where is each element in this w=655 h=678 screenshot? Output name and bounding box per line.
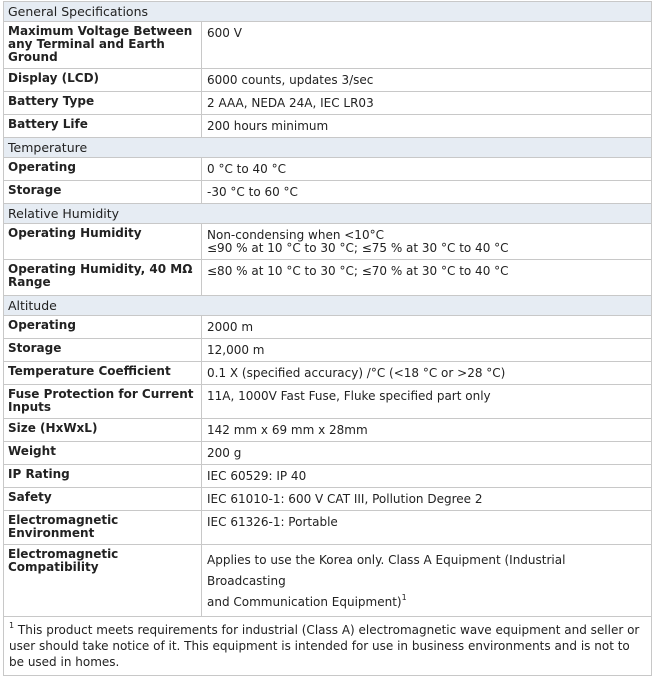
spec-value-line (207, 120, 647, 133)
spec-value (202, 260, 652, 296)
spec-value-text: 0.1 X (specified accuracy) /°C (<18 °C or >28 °C) (207, 366, 506, 380)
spec-value-text: 2000 m (207, 320, 254, 334)
spec-row (4, 339, 652, 362)
spec-value-text: 142 mm x 69 mm x 28mm (207, 423, 368, 437)
specifications-body (4, 2, 652, 617)
spec-value-line (207, 550, 647, 592)
section-title: Relative Humidity (4, 204, 202, 224)
spec-row (4, 115, 652, 138)
spec-value-text: ≤90 % at 10 °C to 30 °C; ≤75 % at 30 °C to 40 °C (207, 241, 509, 255)
spec-row (4, 545, 652, 617)
spec-row (4, 419, 652, 442)
spec-value-text: IEC 60529: IP 40 (207, 469, 307, 483)
footnote-reference: 1 (401, 593, 407, 602)
specifications-table (3, 1, 652, 617)
footnote-text: This product meets requirements for industrial (Class A) electromagnetic wave equipment and seller or user should take notice of it. This equipment is intended for use in business environments and is not to be used in homes. (9, 623, 640, 669)
spec-label: Battery Type (4, 92, 202, 115)
spec-label: Operating (4, 316, 202, 339)
spec-value-line (207, 424, 647, 437)
spec-value-text: -30 °C to 60 °C (207, 185, 298, 199)
spec-value-line (207, 265, 647, 278)
spec-value (202, 419, 652, 442)
spec-label: Storage (4, 181, 202, 204)
spec-row (4, 488, 652, 511)
spec-row (4, 511, 652, 545)
spec-value-text: 11A, 1000V Fast Fuse, Fluke specified part only (207, 389, 491, 403)
spec-row (4, 158, 652, 181)
spec-label: Electromagnetic Compatibility (4, 545, 202, 617)
spec-value-text: 2 AAA, NEDA 24A, IEC LR03 (207, 96, 374, 110)
spec-value (202, 339, 652, 362)
spec-value (202, 181, 652, 204)
spec-label: Size (HxWxL) (4, 419, 202, 442)
spec-value (202, 488, 652, 511)
spec-label: Electromagnetic Environment (4, 511, 202, 545)
spec-label: Display (LCD) (4, 69, 202, 92)
spec-value-text: Applies to use the Korea only. Class A Equipment (Industrial Broadcasting (207, 553, 566, 588)
spec-value (202, 385, 652, 419)
spec-value-line (207, 74, 647, 87)
spec-value (202, 158, 652, 181)
spec-row (4, 92, 652, 115)
spec-value (202, 115, 652, 138)
section-title: General Specifications (4, 2, 202, 22)
spec-row (4, 69, 652, 92)
spec-row (4, 181, 652, 204)
spec-row (4, 442, 652, 465)
spec-row (4, 362, 652, 385)
spec-row (4, 224, 652, 260)
spec-value-line (207, 516, 647, 529)
spec-value (202, 69, 652, 92)
section-header-spacer (202, 296, 652, 316)
spec-row (4, 22, 652, 69)
spec-value-line (207, 367, 647, 380)
footnote (3, 616, 652, 676)
spec-value-line (207, 27, 647, 40)
spec-value-line (207, 242, 647, 255)
spec-value (202, 316, 652, 339)
spec-value-text: ≤80 % at 10 °C to 30 °C; ≤70 % at 30 °C to 40 °C (207, 264, 509, 278)
spec-value-text: 200 hours minimum (207, 119, 329, 133)
spec-row (4, 260, 652, 296)
spec-label: Safety (4, 488, 202, 511)
spec-label: Storage (4, 339, 202, 362)
spec-value-line (207, 493, 647, 506)
spec-value (202, 362, 652, 385)
spec-value-line (207, 447, 647, 460)
spec-value (202, 465, 652, 488)
spec-value-text: and Communication Equipment) (207, 595, 402, 609)
spec-value-text: 0 °C to 40 °C (207, 162, 286, 176)
section-header-relative-humidity (4, 204, 652, 224)
spec-value-text: 12,000 m (207, 343, 265, 357)
spec-value-line (207, 321, 647, 334)
spec-label: Operating (4, 158, 202, 181)
spec-value-line (207, 97, 647, 110)
section-header-altitude (4, 296, 652, 316)
spec-value (202, 442, 652, 465)
section-header-spacer (202, 138, 652, 158)
spec-value-line (207, 344, 647, 357)
section-title: Altitude (4, 296, 202, 316)
spec-label: Battery Life (4, 115, 202, 138)
section-header-spacer (202, 204, 652, 224)
spec-value (202, 224, 652, 260)
spec-value-text: Non-condensing when <10°C (207, 228, 384, 242)
spec-value (202, 511, 652, 545)
spec-label: Temperature Coefficient (4, 362, 202, 385)
spec-value-text: 600 V (207, 26, 242, 40)
spec-value (202, 92, 652, 115)
spec-label: Fuse Protection for Current Inputs (4, 385, 202, 419)
spec-value (202, 545, 652, 617)
spec-label: IP Rating (4, 465, 202, 488)
spec-row (4, 316, 652, 339)
section-title: Temperature (4, 138, 202, 158)
footnote-marker: 1 (9, 621, 15, 630)
spec-value-line (207, 390, 647, 403)
spec-value-text: IEC 61326-1: Portable (207, 515, 338, 529)
spec-value-text: 6000 counts, updates 3/sec (207, 73, 374, 87)
spec-value-line (207, 163, 647, 176)
section-header-temperature (4, 138, 652, 158)
spec-row (4, 385, 652, 419)
spec-value-line (207, 186, 647, 199)
section-header-spacer (202, 2, 652, 22)
spec-label: Maximum Voltage Between any Terminal and Earth Ground (4, 22, 202, 69)
spec-value-text: 200 g (207, 446, 242, 460)
spec-label: Operating Humidity, 40 MΩ Range (4, 260, 202, 296)
spec-label: Operating Humidity (4, 224, 202, 260)
section-header-general-specifications (4, 2, 652, 22)
spec-value-line (207, 592, 647, 613)
spec-value (202, 22, 652, 69)
spec-value-text: IEC 61010-1: 600 V CAT III, Pollution Degree 2 (207, 492, 483, 506)
spec-row (4, 465, 652, 488)
spec-value-line (207, 470, 647, 483)
spec-label: Weight (4, 442, 202, 465)
